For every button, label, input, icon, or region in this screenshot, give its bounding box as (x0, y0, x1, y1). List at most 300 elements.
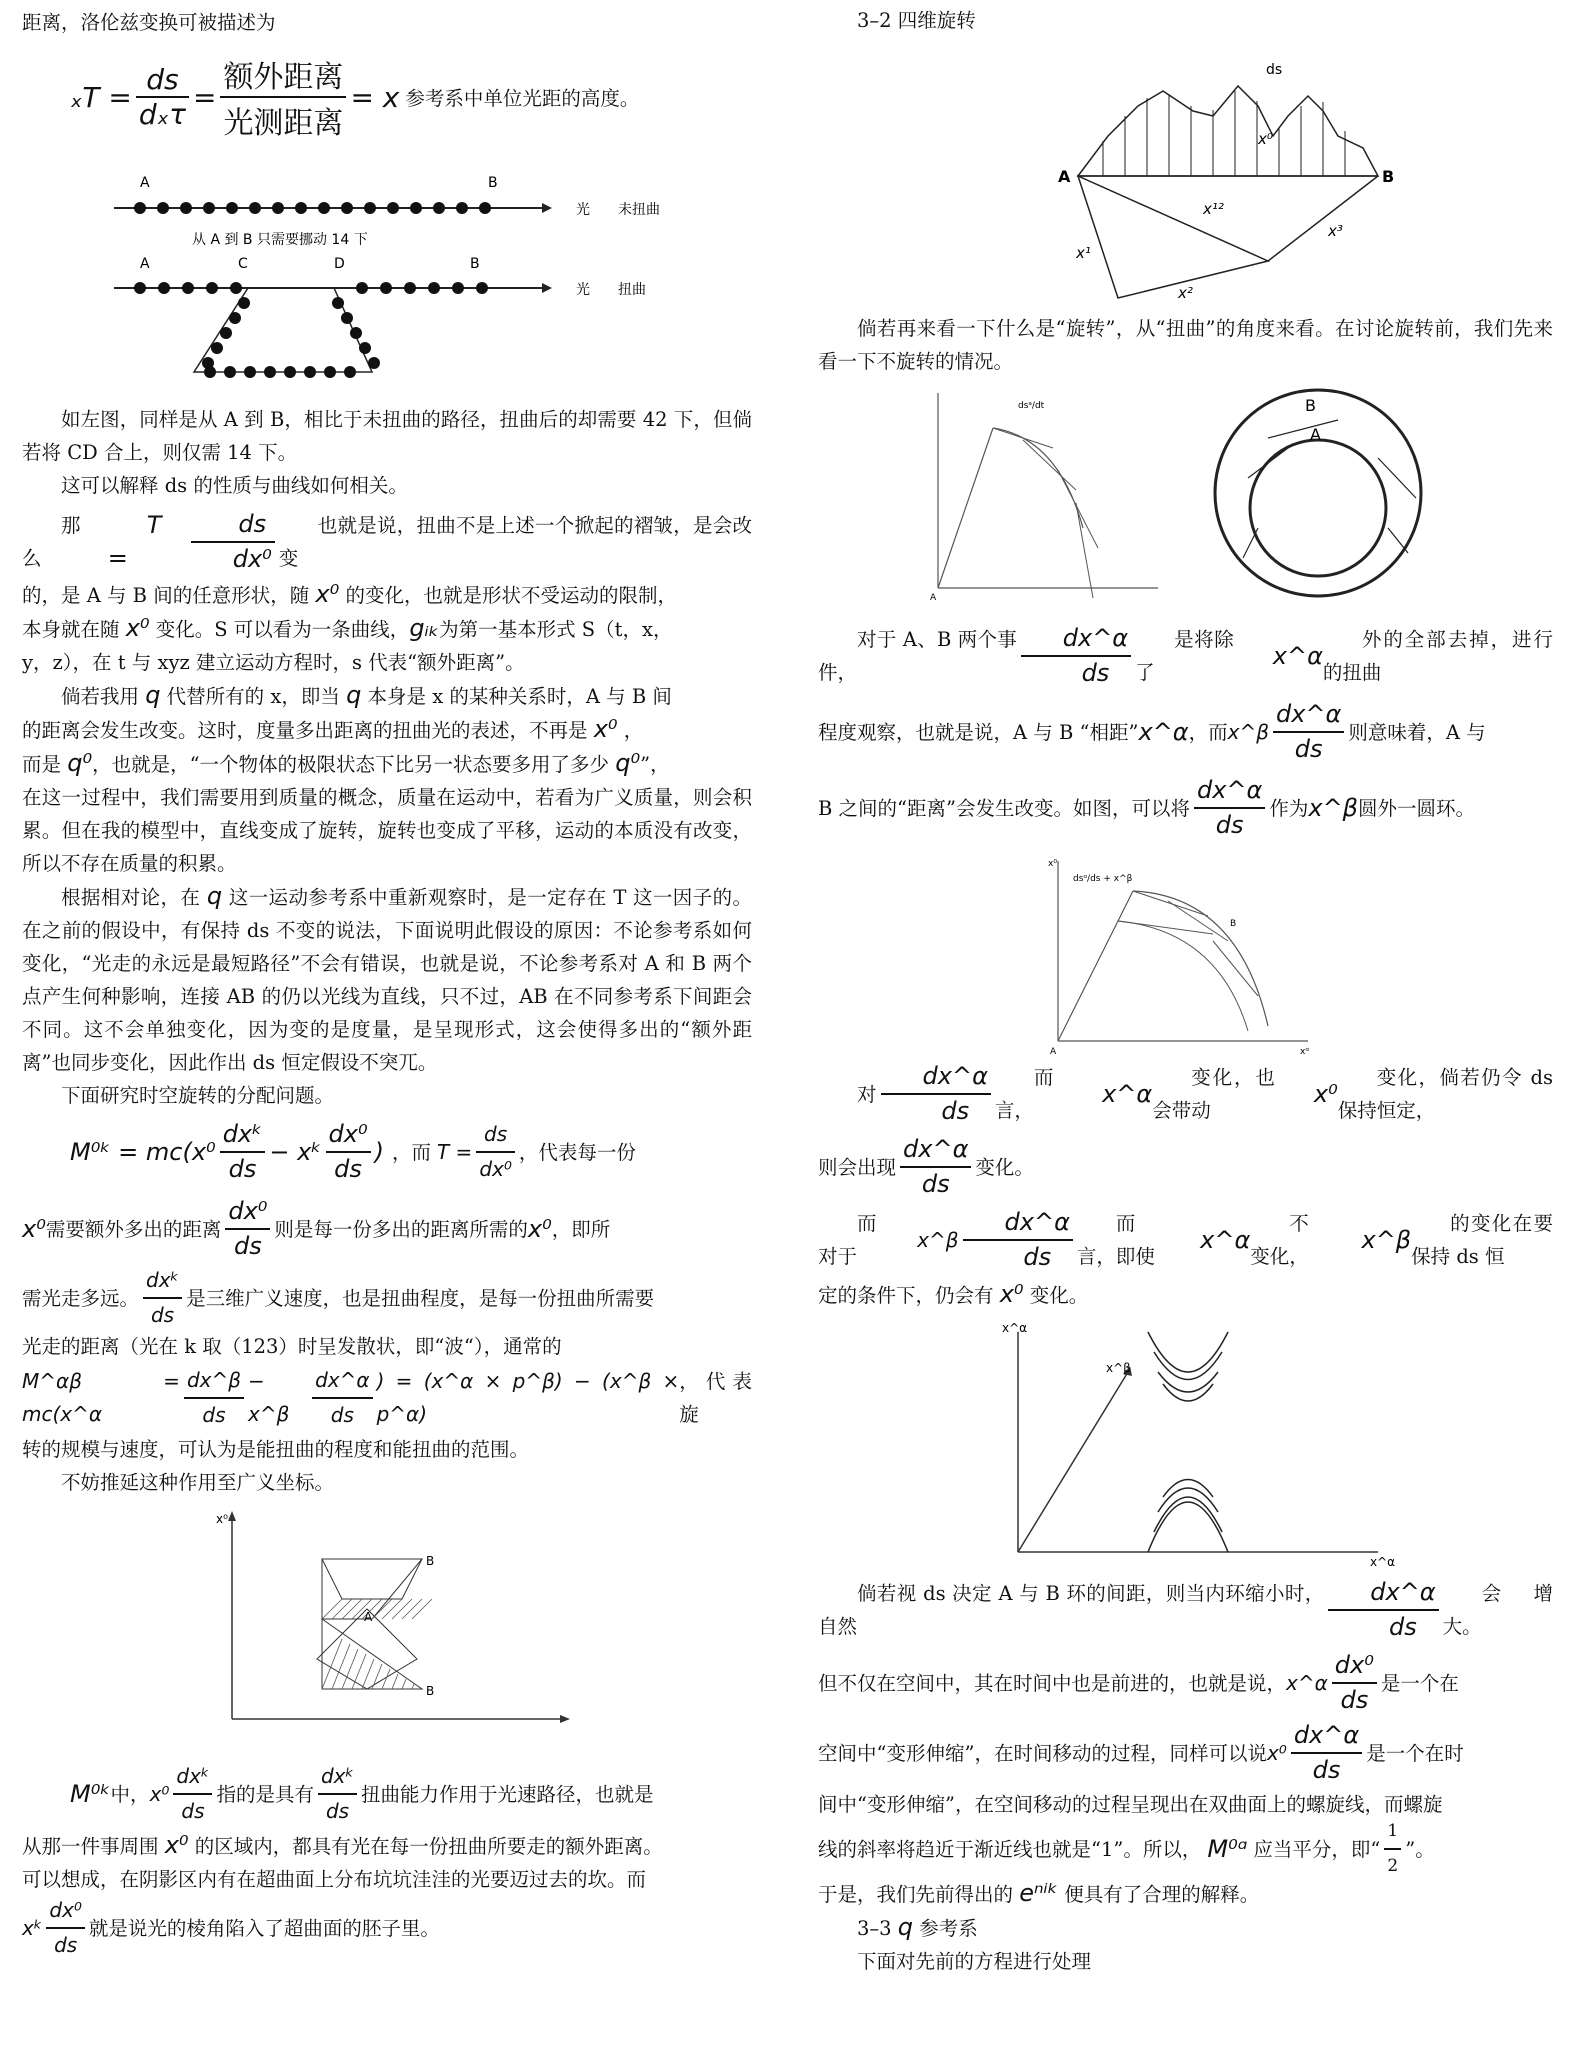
text: 本身是 x 的某种关系时，A 与 B 间 (367, 685, 672, 708)
frac (900, 1133, 971, 1201)
text: 而言， (994, 1066, 1054, 1122)
frac (1328, 1576, 1438, 1644)
hatch-line (412, 1599, 432, 1619)
path-dot (341, 312, 353, 324)
hatch-line (342, 1599, 362, 1619)
text: ，而 (1188, 720, 1228, 744)
frac (46, 1894, 85, 1962)
label-c: C (238, 256, 248, 272)
text: 是一个在时 (1366, 1741, 1464, 1765)
frac-num: dx^α (1194, 774, 1265, 809)
path-dot (324, 366, 336, 378)
frac (318, 1760, 357, 1828)
text: 线的斜率将趋近于渐近线也就是“1”。所以， (818, 1837, 1202, 1861)
text: 的，是 A 与 B 间的任意形状，随 (22, 584, 310, 607)
path-dot (158, 282, 170, 294)
frac-den: ds (228, 1155, 257, 1183)
text: 对于 A、B 两个事件， (818, 628, 1017, 684)
frac-num: ds (191, 508, 275, 543)
text: 会增大。 (1442, 1582, 1553, 1638)
paragraph: 不妨推延这种作用至广义坐标。 (61, 1471, 335, 1494)
frac-den: ds (202, 1403, 226, 1427)
frac-den: 光测距离 (223, 106, 344, 141)
text: 定的条件下，仍会有 (818, 1284, 994, 1307)
frac-num: dxᵏ (173, 1760, 212, 1795)
frac-num: dx^α (1291, 1719, 1362, 1754)
paragraph: 倘若再来看一下什么是“旋转”，从“扭曲”的角度来看。在讨论旋转前，我们先来看一下不旋转的情况。 (818, 317, 1553, 373)
frac-den: dx⁰ (232, 545, 272, 573)
math: x^β (1308, 793, 1358, 822)
math: − xᵏ (269, 1137, 322, 1166)
math: q (145, 681, 161, 709)
text: 的变化，也就是形状不受运动的限制， (345, 584, 677, 607)
paragraph: 下面对先前的方程进行处理 (857, 1950, 1092, 1973)
section-heading (818, 1911, 1553, 1945)
text: 于是，我们先前得出的 (818, 1883, 1014, 1906)
math: x^α (1272, 641, 1323, 670)
equation-M0k (70, 1112, 752, 1192)
paragraph (22, 1896, 752, 1960)
frac-den: ds (150, 1303, 175, 1327)
frac-den: ds (1340, 1686, 1369, 1714)
paragraph (818, 1572, 1553, 1648)
hatch-line (412, 1684, 414, 1689)
frac (963, 1206, 1073, 1274)
paragraph (818, 770, 1553, 846)
x-label: xᵅ (1300, 1047, 1309, 1056)
eq-rhs: = x (350, 80, 400, 114)
text: 变化。S 可以看为一条曲线， (155, 618, 410, 641)
frac-den: dx⁰ (479, 1157, 512, 1181)
paragraph (818, 1278, 1553, 1312)
y-label: x^α (1002, 1321, 1028, 1335)
frac (191, 508, 275, 576)
figure-rotation (818, 378, 1553, 618)
text: 圆外一圆环。 (1358, 796, 1476, 820)
path-dot (244, 366, 256, 378)
frac-den: ds (921, 1170, 950, 1198)
frac (173, 1760, 212, 1828)
hatch-line (342, 1649, 358, 1689)
y-axis-label: x⁰ (216, 1512, 228, 1526)
path-dot (203, 202, 215, 214)
math: x^α (1286, 1670, 1328, 1695)
text: ， (623, 719, 644, 742)
math: ) = (x^α × p^β) − (x^β × p^α) (376, 1369, 680, 1426)
eq-tail: 参考系中单位光距的高度。 (405, 87, 640, 110)
math: x⁰ (164, 1831, 189, 1859)
paragraph-T (22, 506, 752, 578)
text: ，而 (391, 1140, 431, 1164)
text: 扭曲能力作用于光速路径，也就是 (361, 1782, 654, 1806)
text: 根据相对论，在 (61, 886, 201, 909)
eq-frac (136, 63, 189, 131)
text: 而是 (22, 753, 62, 776)
text: 而对于 (818, 1212, 877, 1268)
text: 外的全部去掉，进行的扭曲 (1322, 628, 1553, 684)
path-dot (452, 282, 464, 294)
hatch-line (372, 1599, 392, 1619)
path-dot (249, 202, 261, 214)
math: q⁰ (67, 749, 93, 777)
section-heading: 3–2 四维旋转 (857, 9, 976, 32)
paragraph: 如左图，同样是从 A 到 B，相比于未扭曲的路径，扭曲后的却需要 42 下，但倘若将 CD 合上，则仅需 14 下。 (22, 408, 752, 464)
text: 变化。 (975, 1155, 1034, 1179)
text: 对 (857, 1082, 877, 1106)
path-dot (433, 202, 445, 214)
hatch-line (332, 1599, 352, 1619)
paragraph (818, 1821, 1553, 1877)
text: ，代表旋 (679, 1370, 752, 1426)
math: x⁰ (149, 1781, 170, 1806)
frac-num: ds (136, 63, 189, 98)
math: M⁰ᵏ = mc(x⁰ (70, 1137, 216, 1166)
text: 为第一基本形式 S（t，x， (439, 618, 673, 641)
path-dot (356, 282, 368, 294)
text: 中， (110, 1782, 150, 1806)
text: ，即所 (551, 1217, 611, 1241)
label-b-top: B (426, 1554, 435, 1568)
text: 变化，倘若仍令 ds 保持恒定， (1337, 1066, 1553, 1122)
path-dot (364, 202, 376, 214)
paragraph (818, 1056, 1553, 1132)
math: ) (374, 1137, 384, 1166)
math: gᵢₖ (409, 614, 440, 642)
path-dot (134, 282, 146, 294)
x-label: x^α (1370, 1555, 1396, 1569)
path-dot (204, 366, 216, 378)
math: x⁰ (125, 614, 150, 642)
equation-Mab (22, 1363, 752, 1433)
label-a2: A (140, 256, 150, 272)
frac-den: ds (1023, 1243, 1052, 1271)
text: 则会出现 (818, 1155, 897, 1179)
text: 空间中“变形伸缩”，在时间移动的过程，同样可以说 (818, 1741, 1267, 1765)
path-dot (295, 202, 307, 214)
label-a-small: A (930, 593, 937, 603)
paragraph: 下面研究时空旋转的分配问题。 (61, 1084, 335, 1107)
text: ”。 (1405, 1837, 1435, 1861)
text: 是三维广义速度，也是扭曲程度，是每一份扭曲所需要 (186, 1286, 655, 1310)
label-b: B (1230, 919, 1237, 929)
hatch-line (402, 1599, 422, 1619)
frac-num: dx^α (1328, 1576, 1438, 1611)
paragraph (818, 694, 1553, 770)
text: 从那一件事周围 (22, 1835, 159, 1858)
frac-num: dx^β (184, 1364, 244, 1399)
text: ”， (640, 753, 670, 776)
text: 本身就在随 (22, 618, 120, 641)
math: q (346, 681, 362, 709)
text: 需光走多远。 (22, 1286, 140, 1310)
path-dot (341, 202, 353, 214)
path-dot (224, 366, 236, 378)
row2-label: 光 扭曲 (576, 282, 646, 298)
math: x⁰ (593, 715, 618, 743)
path-dot (304, 366, 316, 378)
paragraph (22, 1266, 752, 1330)
frac (326, 1118, 371, 1186)
path-dot (180, 202, 192, 214)
path-dot (344, 366, 356, 378)
text: 需要额外多出的距离 (45, 1217, 222, 1241)
mid-caption: 从 A 到 B 只需要挪动 14 下 (192, 232, 368, 248)
math: x^β (917, 1227, 959, 1252)
text: 是将除了 (1135, 628, 1234, 684)
paragraph: 转的规模与速度，可认为是能扭曲的程度和能扭曲的范围。 (22, 1438, 530, 1461)
text: 而言，即使 (1076, 1212, 1155, 1268)
path-dot (226, 202, 238, 214)
label-d: D (334, 256, 345, 272)
frac (184, 1364, 244, 1432)
frac (1291, 1719, 1362, 1787)
frac-den: ds (941, 1097, 970, 1125)
frac-num: dx⁰ (225, 1195, 270, 1230)
figure-ring (818, 846, 1553, 1056)
text: 那么 (22, 514, 81, 570)
frac-num: dx^α (1273, 698, 1344, 733)
label-b: B (488, 175, 498, 191)
frac (1021, 622, 1131, 690)
frac-den: ds (1294, 735, 1323, 763)
math: q (897, 1913, 914, 1941)
paragraph (818, 1202, 1553, 1278)
hatch-line (392, 1674, 398, 1689)
circle-label-b: B (1305, 396, 1316, 415)
path-dot (272, 202, 284, 214)
frac-den: ds (334, 1155, 362, 1183)
hatch-line (382, 1599, 402, 1619)
text: 程度观察，也就是说，A 与 B “相距” (818, 720, 1139, 744)
paragraph: 间中“变形伸缩”，在空间移动的过程呈现出在双曲面上的螺旋线，而螺旋 (818, 1793, 1443, 1816)
math: M⁰ᵅ (1207, 1834, 1248, 1863)
diag-label: x^β (1106, 1361, 1131, 1375)
frac-num: dx^α (1021, 622, 1131, 657)
left-column (22, 0, 752, 1960)
figure-light-path (22, 147, 752, 407)
frac (1332, 1649, 1377, 1717)
hatch-line (322, 1599, 342, 1619)
math: x^α (1200, 1225, 1251, 1254)
path-dot (479, 202, 491, 214)
math: xᵏ (22, 1915, 43, 1940)
label-b2: B (470, 256, 480, 272)
paragraph (818, 1718, 1553, 1788)
label-a: A (1058, 167, 1071, 186)
equation-lorentz: ₓT = $\frac{ds}{\text{dₓτ}}$ = $\frac{\text{额外距离}}{\text{光测距离}}$ = x 参考系中单位光距的高度。 (70, 47, 752, 147)
math: M^αβ = mc(x^α (22, 1369, 180, 1426)
text: 但不仅在空间中，其在时间中也是前进的，也就是说， (818, 1671, 1287, 1695)
label-b: B (1382, 167, 1395, 186)
text: 指的是具有 (216, 1782, 314, 1806)
paragraph (22, 1192, 752, 1266)
paragraph (818, 1877, 1553, 1911)
path-dot (264, 366, 276, 378)
path-dot (359, 342, 371, 354)
frac-num: dxᵏ (318, 1760, 357, 1795)
frac-num: dx⁰ (46, 1894, 85, 1929)
text: 3–3 (857, 1917, 892, 1940)
frac (220, 1118, 266, 1186)
path-dot (211, 342, 223, 354)
path-dot (284, 366, 296, 378)
frac (143, 1264, 182, 1332)
path-dot (428, 282, 440, 294)
dot-row-twisted (134, 282, 488, 378)
math: M⁰ᵏ (70, 1779, 111, 1808)
paragraph: 光走的距离（光在 k 取（123）时呈发散状，即“波“），通常的 (22, 1335, 562, 1358)
figure-ds-shape (818, 36, 1553, 306)
frac-den: ds (181, 1799, 205, 1823)
text: 应当平分，即“ (1253, 1837, 1381, 1861)
text: 的区域内，都具有光在每一份扭曲所要走的额外距离。 (194, 1835, 663, 1858)
frac-den: ds (330, 1403, 354, 1427)
label-a: A (1050, 1047, 1057, 1056)
path-dot (182, 282, 194, 294)
path-dot (332, 297, 344, 309)
hatch-line (362, 1659, 374, 1689)
circle-label-a: A (1310, 425, 1321, 444)
frac (1273, 698, 1344, 766)
frac (312, 1364, 372, 1432)
text: B 之间的“距离”会发生改变。如图，可以将 (818, 796, 1190, 820)
path-dot (134, 202, 146, 214)
frac-den: ds (1312, 1756, 1341, 1784)
frac-den: ds (1081, 659, 1110, 687)
frac (476, 1118, 515, 1186)
paragraph (818, 1132, 1553, 1202)
y-label: x⁰ (1048, 859, 1057, 869)
hatch-line (392, 1599, 412, 1619)
label-x0: x⁰ (1258, 130, 1273, 148)
text: 不变化， (1250, 1212, 1309, 1268)
frac-den: ds (54, 1933, 78, 1957)
frac (1194, 774, 1265, 842)
frac-den: ds (234, 1232, 262, 1260)
text: 作为 (1269, 796, 1309, 820)
label-a: A (364, 1610, 373, 1624)
frac-den: dₓτ (138, 98, 186, 131)
math: x⁰ (1266, 1740, 1287, 1765)
path-dot (238, 297, 250, 309)
label-a: A (140, 175, 150, 191)
text: 变化，也会带动 (1152, 1066, 1275, 1122)
paragraph: 距离，洛伦兹变换可被描述为 (22, 11, 276, 34)
text: 便具有了合理的解释。 (1064, 1883, 1260, 1906)
text: 这一运动参考系中重新观察时，是一定存在 T 这一因子的。在之前的假设中，有保持 ds 不变的说法，下面说明此假设的原因：不论参考系如何变化，“光走的永远是最短路径”不会有错误，也就是说，不论参考系对 A 和 B 两个点产生何种影响，连接 AB 的仍以光线为直线，只不过，AB 在不同参考系下间距会不同。这不会单独变化，因为变的是度量，是呈现形式，这会使得多出的“额外距离”也同步变化，因此作出 ds 恒定假设不突兀。 (22, 886, 753, 1074)
text: 则是每一份多出的距离所需的 (274, 1217, 528, 1241)
right-column (818, 0, 1553, 1978)
frac (1384, 1815, 1401, 1883)
text: 是一个在 (1380, 1671, 1459, 1695)
math: x^β (1227, 719, 1269, 744)
math: x^α (1138, 717, 1189, 746)
text: 的距离会发生改变。这时，度量多出距离的扭曲光的表述，不再是 (22, 719, 588, 742)
frac-num: dx^α (881, 1060, 991, 1095)
paragraph (22, 747, 752, 781)
small-label: dsᵃ/dt (1018, 401, 1045, 411)
frac-num: ds (476, 1118, 515, 1153)
text: 倘若视 ds 决定 A 与 B 环的间距，则当内环缩小时，自然 (818, 1582, 1325, 1638)
paragraph: 在这一过程中，我们需要用到质量的概念，质量在运动中，若看为广义质量，则会积累。但在我的模型中，直线变成了旋转，旋转也变成了平移，运动的本质没有改变，所以不存在质量的积累。 (22, 786, 752, 875)
path-dot (410, 202, 422, 214)
text: 的变化在要保持 ds 恒 (1411, 1212, 1553, 1268)
frac (225, 1195, 270, 1263)
frac-num: dx^α (900, 1133, 971, 1168)
text: 参考系 (919, 1917, 978, 1940)
math: T = (107, 511, 162, 572)
math: x⁰ (999, 1280, 1024, 1308)
text: ，代表每一份 (518, 1140, 636, 1164)
paragraph (22, 612, 752, 646)
row1-label: 光 未扭曲 (576, 202, 660, 218)
text: 就是说光的棱角陷入了超曲面的胚子里。 (88, 1916, 440, 1940)
frac-num: dxᵏ (220, 1118, 266, 1153)
text: 代替所有的 x，即当 (166, 685, 340, 708)
paragraph: y，z），在 t 与 xyz 建立运动方程时，s 代表“额外距离”。 (22, 651, 525, 674)
paragraph (22, 713, 752, 747)
eq-frac-text (220, 52, 346, 142)
text: 则意味着，A 与 (1348, 720, 1486, 744)
text: 也就是说，扭曲不是上述一个掀起的褶皱，是会改变 (278, 514, 752, 570)
math: eⁿⁱᵏ (1019, 1879, 1059, 1907)
math: − x^β (248, 1369, 290, 1426)
hatch-line (402, 1679, 406, 1689)
math: q⁰ (615, 749, 641, 777)
label-x2: x² (1178, 284, 1193, 302)
hatch-line (332, 1644, 350, 1689)
label-b-bottom: B (426, 1684, 435, 1698)
math: x⁰ (315, 580, 340, 608)
path-dot (157, 202, 169, 214)
path-dot (380, 282, 392, 294)
path-dot (206, 282, 218, 294)
paragraph (22, 1759, 752, 1829)
math: x⁰ (1313, 1079, 1338, 1108)
frac-num: 1 (1384, 1815, 1401, 1850)
paragraph: 这可以解释 ds 的性质与曲线如何相关。 (61, 474, 408, 497)
frac-den: ds (1215, 811, 1244, 839)
paragraph (22, 1829, 752, 1863)
paragraph (22, 880, 752, 1079)
math: x⁰ (22, 1214, 46, 1243)
eq-lhs: ₓT = (70, 80, 132, 114)
figure-hyperboloid (818, 1312, 1553, 1572)
label-x1: x¹ (1076, 244, 1091, 262)
frac (881, 1060, 991, 1128)
frac-num: dx⁰ (1332, 1649, 1377, 1684)
paragraph (22, 578, 752, 612)
paragraph: 可以想成，在阴影区内有在超曲面上分布坑坑洼洼的光要迈过去的坎。而 (22, 1868, 647, 1891)
text: ，也就是，“一个物体的极限状态下比另一状态要多用了多少 (92, 753, 610, 776)
frac-den: 2 (1387, 1856, 1399, 1876)
math: x^α (1102, 1079, 1153, 1108)
text: 倘若我用 (61, 685, 140, 708)
figure-generalized-coords (22, 1499, 752, 1759)
frac-num: dxᵏ (143, 1264, 182, 1299)
math: T = (436, 1139, 473, 1164)
frac-num: dx⁰ (326, 1118, 371, 1153)
text: 变化。 (1029, 1284, 1089, 1307)
path-dot (350, 327, 362, 339)
path-dot (368, 357, 380, 369)
frac-num: dx^α (963, 1206, 1073, 1241)
frac-den: ds (1389, 1613, 1417, 1641)
ring-label: dsᵅ/ds + x^β (1073, 874, 1133, 884)
hatch-line (372, 1664, 382, 1689)
paragraph (22, 679, 752, 713)
math: x^β (1361, 1225, 1412, 1254)
